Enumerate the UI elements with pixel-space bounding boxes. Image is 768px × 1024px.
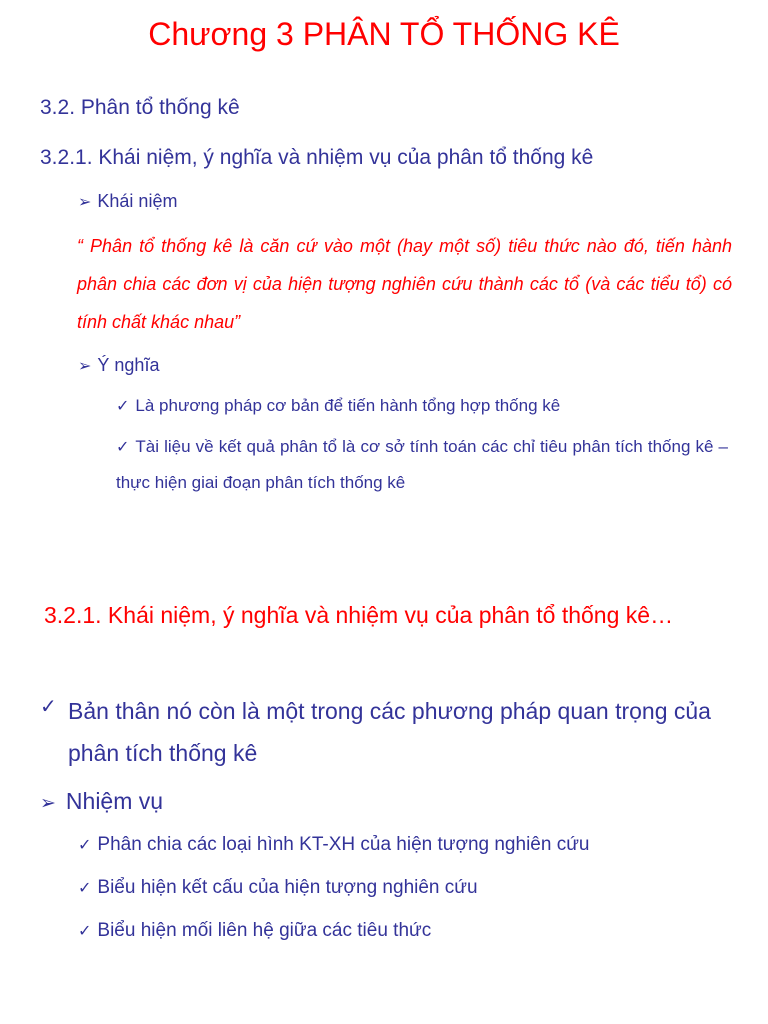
definition-quote: “ Phân tổ thống kê là căn cứ vào một (hay một số) tiêu thức nào đó, tiến hành phân chia các đơn vị của hiện tượng nghiên cứu thành các tổ (và các tiểu tổ) có tính chất khác nhau” (77, 236, 732, 332)
arrow-bullet-icon: ➢ (78, 358, 92, 375)
task-bullet (40, 788, 163, 815)
concept-label: Khái niệm (97, 191, 178, 211)
meaning-item: ✓ Là phương pháp cơ bản để tiến hành tổng hợp thống kê (116, 396, 561, 415)
task-label: Nhiệm vụ (65, 788, 164, 814)
check-bullet-icon: ✓ (116, 398, 130, 415)
check-bullet-icon: ✓ (40, 696, 57, 718)
meaning-bullet (78, 355, 159, 376)
task-item: ✓ Biểu hiện kết cấu của hiện tượng nghiên cứu (78, 877, 478, 898)
check-bullet-icon: ✓ (78, 880, 92, 897)
check-bullet-icon: ✓ (78, 923, 92, 940)
point-item: Bản thân nó còn là một trong các phương pháp quan trọng của phân tích thống kê (68, 698, 711, 766)
task-item: ✓ Biểu hiện mối liên hệ giữa các tiêu thức (78, 920, 432, 941)
arrow-bullet-icon: ➢ (40, 793, 56, 814)
arrow-bullet-icon: ➢ (78, 194, 92, 211)
concept-bullet (78, 191, 177, 212)
subsection-heading: 3.2.1. Khái niệm, ý nghĩa và nhiệm vụ của phân tổ thống kê (40, 146, 594, 169)
task-item: ✓ Phân chia các loại hình KT-XH của hiện tượng nghiên cứu (78, 834, 590, 855)
meaning-item: ✓ Tài liệu về kết quả phân tổ là cơ sở tính toán các chỉ tiêu phân tích thống kê – thực hiện giai đoạn phân tích thống kê (116, 429, 728, 500)
section-heading: 3.2. Phân tổ thống kê (40, 96, 240, 119)
meaning-label: Ý nghĩa (97, 355, 160, 375)
slide2-heading: 3.2.1. Khái niệm, ý nghĩa và nhiệm vụ của phân tổ thống kê… (44, 602, 674, 628)
check-bullet-icon: ✓ (116, 439, 130, 456)
page-title: Chương 3 PHÂN TỔ THỐNG KÊ (148, 16, 620, 52)
check-bullet-icon: ✓ (78, 837, 92, 854)
